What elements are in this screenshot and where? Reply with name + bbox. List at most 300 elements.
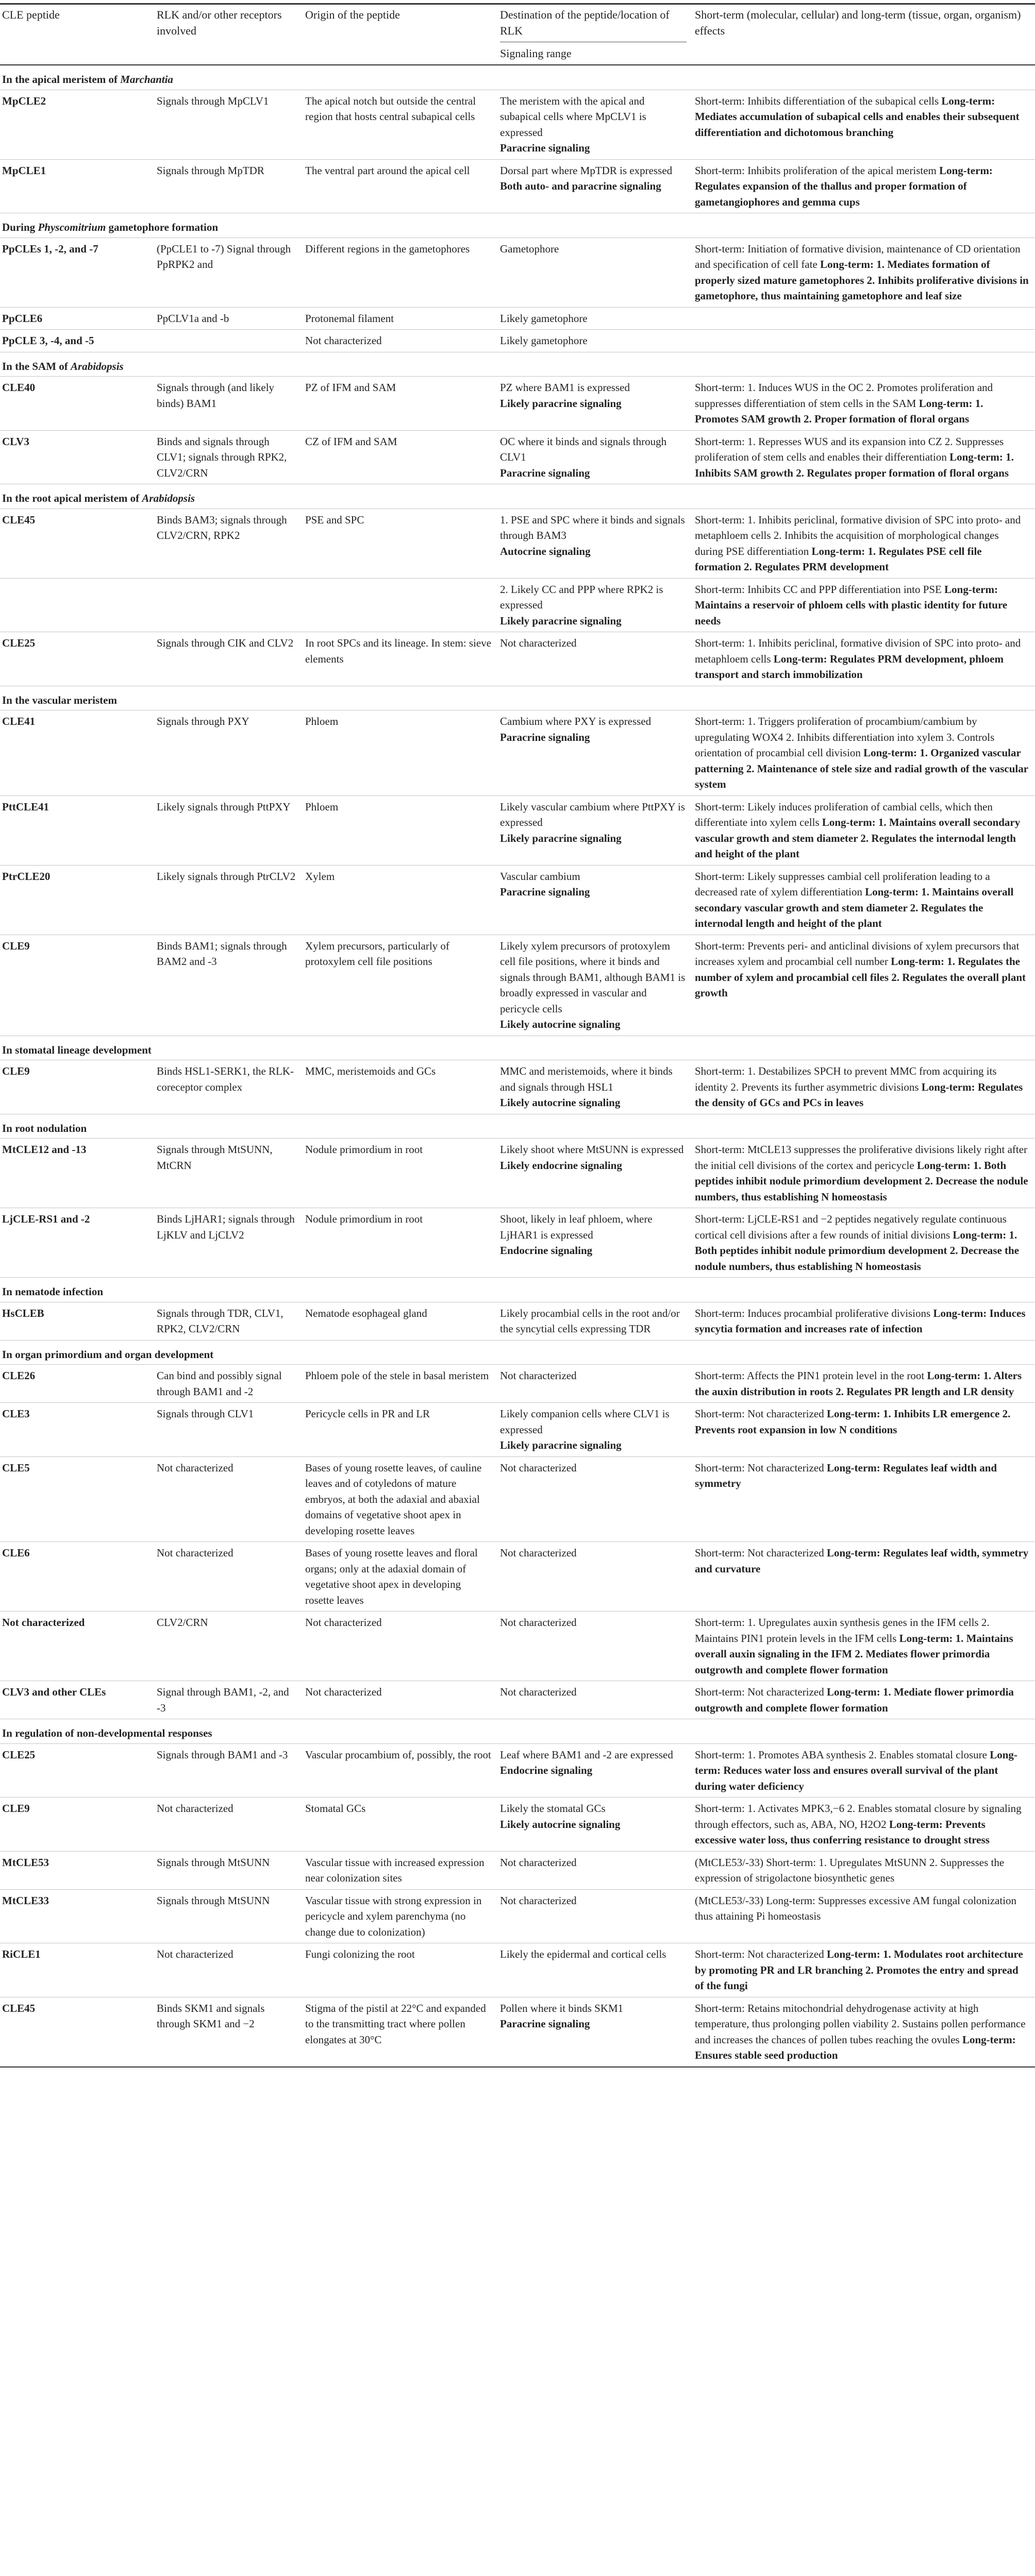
table-row — [0, 578, 1035, 632]
cell-origin — [303, 795, 498, 865]
cell-destination — [498, 710, 693, 796]
cell-peptide — [0, 509, 155, 578]
section-row — [0, 686, 1035, 710]
cell-receptor — [155, 1208, 303, 1278]
cell-origin — [303, 430, 498, 484]
receptor-text: Signals through TDR, CLV1, RPK2, CLV2/CRN — [157, 1307, 283, 1335]
cell-effects — [693, 1743, 1035, 1798]
table-row — [0, 1612, 1035, 1681]
long-term-effect: Long-term: Regulates PRM development, phloem transport and starch immobilization — [695, 652, 1004, 681]
cell-receptor — [155, 1302, 303, 1340]
cell-destination — [498, 238, 693, 307]
cell-effects — [693, 1208, 1035, 1278]
cell-peptide — [0, 1208, 155, 1278]
origin-text: Not characterized — [305, 334, 382, 347]
cell-destination — [498, 795, 693, 865]
peptide-name: MtCLE53 — [2, 1856, 49, 1869]
cell-destination — [498, 1743, 693, 1798]
cell-peptide — [0, 1889, 155, 1943]
table-row — [0, 1365, 1035, 1403]
peptide-name: Not characterized — [2, 1616, 85, 1629]
signaling-range: Likely paracrine signaling — [500, 1439, 622, 1451]
cell-receptor — [155, 1139, 303, 1208]
cell-receptor — [155, 90, 303, 159]
cell-origin — [303, 1997, 498, 2067]
cell-destination — [498, 935, 693, 1036]
cell-peptide — [0, 430, 155, 484]
header-signaling-range: Signaling range — [500, 42, 687, 61]
cell-origin — [303, 509, 498, 578]
table-row — [0, 1302, 1035, 1340]
section-title-text: During Physcomitrium gametophore formation — [2, 221, 219, 233]
cell-receptor — [155, 377, 303, 431]
receptor-text: Signals through CIK and CLV2 — [157, 637, 294, 649]
signaling-range: Paracrine signaling — [500, 142, 590, 154]
table-row — [0, 632, 1035, 686]
cell-receptor — [155, 935, 303, 1036]
cell-effects — [693, 1851, 1035, 1889]
origin-text: Phloem — [305, 715, 339, 727]
cle-peptide-table — [0, 3, 1035, 2067]
receptor-text: Can bind and possibly signal through BAM1 and -2 — [157, 1369, 282, 1398]
section-title-text: In root nodulation — [2, 1122, 87, 1134]
cell-destination — [498, 1139, 693, 1208]
origin-text: Phloem — [305, 800, 339, 813]
receptor-text: Signals through MtSUNN — [157, 1894, 270, 1907]
origin-text: Vascular tissue with increased expression near colonization sites — [305, 1856, 485, 1884]
long-term-effect: Long-term: 1. Maintains overall secondary vascular growth and stem diameter 2. Regulates the internodal length and height of the plant — [695, 886, 1014, 929]
destination-text: Not characterized — [500, 1686, 577, 1698]
long-term-effect: Long-term: Induces syncytia formation and increases rate of infection — [695, 1307, 1026, 1335]
origin-text: PSE and SPC — [305, 513, 364, 526]
origin-text: Nematode esophageal gland — [305, 1307, 427, 1319]
cell-effects — [693, 1798, 1035, 1852]
header-cle-peptide: CLE peptide — [0, 4, 155, 65]
cell-receptor — [155, 1060, 303, 1114]
cell-receptor — [155, 1851, 303, 1889]
cell-effects — [693, 1403, 1035, 1457]
header-destination — [498, 4, 693, 65]
receptor-text: Signals through MpCLV1 — [157, 94, 269, 107]
cell-destination — [498, 1060, 693, 1114]
cell-receptor — [155, 1798, 303, 1852]
cell-peptide — [0, 1456, 155, 1542]
short-term-effect: Short-term: Likely suppresses cambial cell proliferation leading to a decreased rate of xylem differentiation — [695, 870, 990, 898]
cell-origin — [303, 307, 498, 330]
long-term-effect: Long-term: 1. Alters the auxin distribution in roots 2. Regulates PR length and LR density — [695, 1369, 1022, 1398]
cell-peptide — [0, 710, 155, 796]
destination-text: The meristem with the apical and subapical cells where MpCLV1 is expressed — [500, 94, 646, 139]
cell-destination — [498, 1997, 693, 2067]
short-term-effect: Short-term: Inhibits CC and PPP differentiation into PSE — [695, 583, 942, 596]
table-row — [0, 90, 1035, 159]
cell-peptide — [0, 1139, 155, 1208]
cell-origin — [303, 578, 498, 632]
peptide-name: MpCLE2 — [2, 94, 46, 107]
section-row — [0, 352, 1035, 377]
cell-destination — [498, 1681, 693, 1719]
destination-text: Likely the stomatal GCs — [500, 1802, 606, 1815]
long-term-effect: Long-term: Regulates expansion of the thallus and proper formation of gametangiophores and gemma cups — [695, 164, 993, 208]
long-term-effect: Long-term: 1. Both peptides inhibit nodule primordium development 2. Decrease the nodule numbers, thus establishing N homeostasis — [695, 1159, 1028, 1203]
short-term-effect: Short-term: 1. Activates MPK3,−6 2. Enables stomatal closure by signaling through effectors, such as, ABA, NO, H2O2 — [695, 1802, 1022, 1831]
peptide-name: CLV3 — [2, 435, 29, 448]
receptor-text: Signals through PXY — [157, 715, 249, 727]
cell-destination — [498, 1403, 693, 1457]
cell-destination — [498, 1851, 693, 1889]
long-term-effect: Long-term: 1. Promotes SAM growth 2. Proper formation of floral organs — [695, 397, 983, 425]
cell-origin — [303, 1889, 498, 1943]
signaling-range: Likely autocrine signaling — [500, 1818, 621, 1831]
short-term-effect: Short-term: Induces procambial proliferative divisions — [695, 1307, 931, 1319]
cell-peptide — [0, 795, 155, 865]
table-row — [0, 1060, 1035, 1114]
short-term-effect: Short-term: 1. Represses WUS and its expansion into CZ 2. Suppresses proliferation of stem cells and enables their differentiation — [695, 435, 1004, 463]
table-row — [0, 1403, 1035, 1457]
destination-text: Cambium where PXY is expressed — [500, 715, 652, 727]
destination-text: Vascular cambium — [500, 870, 580, 883]
cell-effects — [693, 1139, 1035, 1208]
section-title-text: In the root apical meristem of Arabidopsis — [2, 492, 195, 504]
peptide-name: PttCLE41 — [2, 800, 49, 813]
cell-origin — [303, 1743, 498, 1798]
cell-receptor — [155, 578, 303, 632]
long-term-effect: Long-term: 1. Modulates root architecture by promoting PR and LR branching 2. Promotes the entry and spread of the fungi — [695, 1948, 1023, 1992]
cell-peptide — [0, 1943, 155, 1997]
receptor-text: Signals through MpTDR — [157, 164, 264, 177]
short-term-effect: Short-term: Not characterized — [695, 1547, 824, 1559]
signaling-range: Paracrine signaling — [500, 731, 590, 743]
cell-receptor — [155, 1681, 303, 1719]
receptor-text: Binds SKM1 and signals through SKM1 and −2 — [157, 2002, 265, 2030]
short-term-effect: (MtCLE53/-33) Short-term: 1. Upregulates MtSUNN 2. Suppresses the expression of strigolactone biosynthetic genes — [695, 1856, 1005, 1884]
destination-text: MMC and meristemoids, where it binds and signals through HSL1 — [500, 1065, 673, 1093]
cell-effects — [693, 1302, 1035, 1340]
section-title — [0, 1719, 1035, 1744]
cell-origin — [303, 1139, 498, 1208]
table-row — [0, 307, 1035, 330]
cell-effects — [693, 330, 1035, 352]
short-term-effect: Short-term: Likely induces proliferation of cambial cells, which then differentiate into xylem cells — [695, 800, 993, 828]
short-term-effect: Short-term: Prevents peri- and anticlinal divisions of xylem precursors that increases xylem and procambial cell number — [695, 939, 1020, 968]
receptor-text: Not characterized — [157, 1547, 233, 1559]
destination-text: Likely xylem precursors of protoxylem cell file positions, where it binds and signals through BAM1, although BAM1 is broadly expressed in vascular and pericycle cells — [500, 939, 686, 1015]
section-title — [0, 686, 1035, 710]
cell-origin — [303, 1208, 498, 1278]
header-receptors: RLK and/or other receptors involved — [155, 4, 303, 65]
section-row — [0, 1114, 1035, 1139]
cell-receptor — [155, 632, 303, 686]
peptide-name: CLE25 — [2, 1748, 36, 1761]
cell-peptide — [0, 307, 155, 330]
peptide-name: CLE25 — [2, 637, 36, 649]
short-term-effect: Short-term: Not characterized — [695, 1948, 824, 1960]
header-origin: Origin of the peptide — [303, 4, 498, 65]
origin-text: Stigma of the pistil at 22°C and expanded to the transmitting tract where pollen elongates at 30°C — [305, 2002, 486, 2046]
receptor-text: (PpCLE1 to -7) Signal through PpRPK2 and — [157, 242, 291, 270]
peptide-name: MtCLE12 and -13 — [2, 1143, 87, 1156]
table-row — [0, 865, 1035, 935]
cell-destination — [498, 1612, 693, 1681]
cell-receptor — [155, 430, 303, 484]
table-row — [0, 935, 1035, 1036]
cell-origin — [303, 1403, 498, 1457]
peptide-name: CLE5 — [2, 1461, 30, 1474]
receptor-text: Likely signals through PttPXY — [157, 800, 291, 813]
section-row — [0, 1719, 1035, 1744]
short-term-effect: Short-term: 1. Promotes ABA synthesis 2. Enables stomatal closure — [695, 1748, 987, 1761]
destination-text: Not characterized — [500, 1894, 577, 1907]
cell-peptide — [0, 238, 155, 307]
peptide-name: HsCLEB — [2, 1307, 44, 1319]
peptide-name: CLE9 — [2, 939, 30, 952]
cell-peptide — [0, 377, 155, 431]
peptide-name: CLE26 — [2, 1369, 36, 1382]
section-row — [0, 213, 1035, 238]
short-term-effect: Short-term: Inhibits differentiation of the subapical cells — [695, 94, 939, 107]
cell-receptor — [155, 1997, 303, 2067]
cell-destination — [498, 1208, 693, 1278]
section-title — [0, 352, 1035, 377]
cell-destination — [498, 865, 693, 935]
short-term-effect: Short-term: Retains mitochondrial dehydrogenase activity at high temperature, thus prolonging pollen viability 2. Sustains pollen performance and increases the chances of pollen tubes reaching the ovules — [695, 2002, 1026, 2046]
signaling-range: Both auto- and paracrine signaling — [500, 180, 661, 192]
italic-term: Physcomitrium — [38, 221, 106, 233]
cell-peptide — [0, 1302, 155, 1340]
table-row — [0, 1456, 1035, 1542]
cell-effects — [693, 935, 1035, 1036]
cell-peptide — [0, 865, 155, 935]
cell-origin — [303, 1302, 498, 1340]
cell-effects — [693, 710, 1035, 796]
long-term-effect: Long-term: Regulates the density of GCs and PCs in leaves — [695, 1080, 1023, 1109]
origin-text: Pericycle cells in PR and LR — [305, 1408, 430, 1420]
cell-peptide — [0, 1542, 155, 1612]
table-row — [0, 509, 1035, 578]
peptide-name: MpCLE1 — [2, 164, 46, 177]
cell-effects — [693, 238, 1035, 307]
cell-effects — [693, 1365, 1035, 1403]
table-row — [0, 377, 1035, 431]
cell-effects — [693, 632, 1035, 686]
origin-text: Nodule primordium in root — [305, 1143, 423, 1156]
table-row — [0, 330, 1035, 352]
peptide-name: PpCLE 3, -4, and -5 — [2, 334, 94, 347]
long-term-effect: Long-term: 1. Mediates formation of properly sized mature gametophores 2. Inhibits proliferative divisions in gametophore, thus maintaining gametophore and leaf size — [695, 258, 1029, 302]
table-row — [0, 1208, 1035, 1278]
cell-peptide — [0, 1743, 155, 1798]
section-row — [0, 1340, 1035, 1365]
cell-origin — [303, 632, 498, 686]
cell-destination — [498, 430, 693, 484]
peptide-name: PtrCLE20 — [2, 870, 51, 883]
origin-text: Stomatal GCs — [305, 1802, 366, 1815]
origin-text: Nodule primordium in root — [305, 1213, 423, 1225]
short-term-effect: Short-term: Not characterized — [695, 1686, 824, 1698]
cell-peptide — [0, 1851, 155, 1889]
cell-effects — [693, 509, 1035, 578]
cell-receptor — [155, 330, 303, 352]
signaling-range: Endocrine signaling — [500, 1764, 593, 1776]
cell-receptor — [155, 509, 303, 578]
destination-text: Not characterized — [500, 1856, 577, 1869]
peptide-name: MtCLE33 — [2, 1894, 49, 1907]
destination-text: Not characterized — [500, 1461, 577, 1474]
header-effects: Short-term (molecular, cellular) and long-term (tissue, organ, organism) effects — [693, 4, 1035, 65]
long-term-effect: Long-term: Prevents excessive water loss, thus conferring resistance to drought stress — [695, 1818, 990, 1846]
section-row — [0, 65, 1035, 90]
table-row — [0, 430, 1035, 484]
short-term-effect: Short-term: 1. Inhibits periclinal, formative division of SPC into proto- and metaphloem cells — [695, 637, 1021, 665]
cell-receptor — [155, 1612, 303, 1681]
section-title — [0, 213, 1035, 238]
cell-origin — [303, 1542, 498, 1612]
cell-origin — [303, 1851, 498, 1889]
signaling-range: Paracrine signaling — [500, 2018, 590, 2030]
short-term-effect: (MtCLE53/-33) Long-term: Suppresses excessive AM fungal colonization thus attaining Pi homeostasis — [695, 1894, 1017, 1922]
origin-text: Not characterized — [305, 1616, 382, 1629]
cell-destination — [498, 307, 693, 330]
cell-destination — [498, 1456, 693, 1542]
peptide-name: CLE45 — [2, 2002, 36, 2014]
section-title — [0, 1340, 1035, 1365]
signaling-range: Paracrine signaling — [500, 466, 590, 479]
cell-receptor — [155, 1889, 303, 1943]
destination-text: 1. PSE and SPC where it binds and signals through BAM3 — [500, 513, 685, 541]
receptor-text: Signals through MtSUNN — [157, 1856, 270, 1869]
cell-peptide — [0, 159, 155, 213]
cell-origin — [303, 935, 498, 1036]
cell-destination — [498, 90, 693, 159]
cell-origin — [303, 1798, 498, 1852]
table-row — [0, 795, 1035, 865]
section-row — [0, 484, 1035, 509]
table-row — [0, 710, 1035, 796]
table-row — [0, 1943, 1035, 1997]
origin-text: Phloem pole of the stele in basal meristem — [305, 1369, 489, 1382]
cell-destination — [498, 1798, 693, 1852]
short-term-effect: Short-term: Inhibits proliferation of the apical meristem — [695, 164, 937, 177]
destination-text: Likely gametophore — [500, 312, 588, 325]
destination-text: Likely vascular cambium where PttPXY is expressed — [500, 800, 686, 828]
origin-text: Different regions in the gametophores — [305, 242, 470, 255]
destination-text: OC where it binds and signals through CLV1 — [500, 435, 667, 463]
long-term-effect: Long-term: Reduces water loss and ensures overall survival of the plant during water deficiency — [695, 1748, 1017, 1792]
peptide-name: CLE9 — [2, 1802, 30, 1815]
cell-peptide — [0, 1798, 155, 1852]
cell-receptor — [155, 1943, 303, 1997]
cell-origin — [303, 377, 498, 431]
cell-peptide — [0, 578, 155, 632]
cell-origin — [303, 238, 498, 307]
origin-text: In root SPCs and its lineage. In stem: sieve elements — [305, 637, 492, 665]
short-term-effect: Short-term: 1. Destabilizes SPCH to prevent MMC from acquiring its identity 2. Prevents its further asymmetric divisions — [695, 1065, 997, 1093]
table-row — [0, 1889, 1035, 1943]
destination-text: Likely the epidermal and cortical cells — [500, 1948, 666, 1960]
section-title-text: In the vascular meristem — [2, 693, 117, 706]
destination-text: Not characterized — [500, 637, 577, 649]
receptor-text: Signals through BAM1 and -3 — [157, 1748, 288, 1761]
cell-destination — [498, 578, 693, 632]
cell-peptide — [0, 1403, 155, 1457]
origin-text: Vascular tissue with strong expression in pericycle and xylem parenchyma (no change due to colonization) — [305, 1894, 482, 1938]
section-title-text: In organ primordium and organ development — [2, 1348, 214, 1361]
table-body — [0, 65, 1035, 2067]
cell-origin — [303, 1060, 498, 1114]
section-title — [0, 65, 1035, 90]
destination-text: PZ where BAM1 is expressed — [500, 381, 630, 394]
destination-text: Not characterized — [500, 1616, 577, 1629]
peptide-name: CLE3 — [2, 1408, 30, 1420]
cell-effects — [693, 1542, 1035, 1612]
receptor-text: Signals through (and likely binds) BAM1 — [157, 381, 275, 410]
cell-effects — [693, 1997, 1035, 2067]
short-term-effect: Short-term: LjCLE-RS1 and −2 peptides negatively regulate continuous cortical cell divisions after a few rounds of initial divisions — [695, 1213, 1007, 1241]
cell-origin — [303, 1612, 498, 1681]
receptor-text: Binds HSL1-SERK1, the RLK-coreceptor complex — [157, 1065, 294, 1093]
italic-term: Marchantia — [120, 73, 173, 86]
cell-receptor — [155, 1542, 303, 1612]
origin-text: The ventral part around the apical cell — [305, 164, 470, 177]
section-title — [0, 484, 1035, 509]
receptor-text: Signal through BAM1, -2, and -3 — [157, 1686, 289, 1714]
cell-receptor — [155, 865, 303, 935]
long-term-effect: Long-term: Mediates accumulation of subapical cells and enables their subsequent differentiation and dichotomous branching — [695, 94, 1020, 139]
section-title — [0, 1036, 1035, 1060]
destination-text: Not characterized — [500, 1547, 577, 1559]
table-row — [0, 238, 1035, 307]
receptor-text: Binds LjHAR1; signals through LjKLV and LjCLV2 — [157, 1213, 295, 1241]
destination-text: 2. Likely CC and PPP where RPK2 is expressed — [500, 583, 663, 611]
origin-text: Xylem — [305, 870, 335, 883]
destination-text: Likely procambial cells in the root and/or the syncytial cells expressing TDR — [500, 1307, 680, 1335]
cell-peptide — [0, 90, 155, 159]
section-title-text: In the SAM of Arabidopsis — [2, 360, 124, 372]
section-title-text: In regulation of non-developmental responses — [2, 1727, 212, 1739]
header-destination-label: Destination of the peptide/location of RLK — [500, 8, 670, 37]
cell-destination — [498, 377, 693, 431]
section-row — [0, 1278, 1035, 1302]
origin-text: Protonemal filament — [305, 312, 394, 325]
origin-text: The apical notch but outside the central region that hosts central subapical cells — [305, 94, 476, 123]
table-row — [0, 1997, 1035, 2067]
origin-text: Not characterized — [305, 1686, 382, 1698]
short-term-effect: Short-term: 1. Induces WUS in the OC 2. Promotes proliferation and suppresses differentiation of stem cells in the SAM — [695, 381, 993, 410]
receptor-text: Not characterized — [157, 1461, 233, 1474]
long-term-effect: Long-term: Maintains a reservoir of phloem cells with plastic identity for future needs — [695, 583, 1008, 627]
signaling-range: Autocrine signaling — [500, 545, 591, 557]
long-term-effect: Long-term: Ensures stable seed production — [695, 2033, 1016, 2061]
cell-origin — [303, 159, 498, 213]
destination-text: Shoot, likely in leaf phloem, where LjHAR1 is expressed — [500, 1213, 653, 1241]
cell-receptor — [155, 1456, 303, 1542]
cell-receptor — [155, 1365, 303, 1403]
receptor-text: Not characterized — [157, 1948, 233, 1960]
long-term-effect: Long-term: 1. Maintains overall secondary vascular growth and stem diameter 2. Regulates the internodal length and height of the plant — [695, 816, 1021, 860]
section-title-text: In nematode infection — [2, 1285, 103, 1298]
table-row — [0, 1681, 1035, 1719]
receptor-text: Signals through CLV1 — [157, 1408, 254, 1420]
section-title — [0, 1278, 1035, 1302]
origin-text: PZ of IFM and SAM — [305, 381, 396, 394]
signaling-range: Likely autocrine signaling — [500, 1096, 621, 1109]
section-title-text: In stomatal lineage development — [2, 1043, 152, 1056]
cell-effects — [693, 578, 1035, 632]
cell-destination — [498, 1542, 693, 1612]
long-term-effect: Long-term: Regulates leaf width, symmetry and curvature — [695, 1547, 1029, 1575]
cell-effects — [693, 1060, 1035, 1114]
cell-receptor — [155, 307, 303, 330]
